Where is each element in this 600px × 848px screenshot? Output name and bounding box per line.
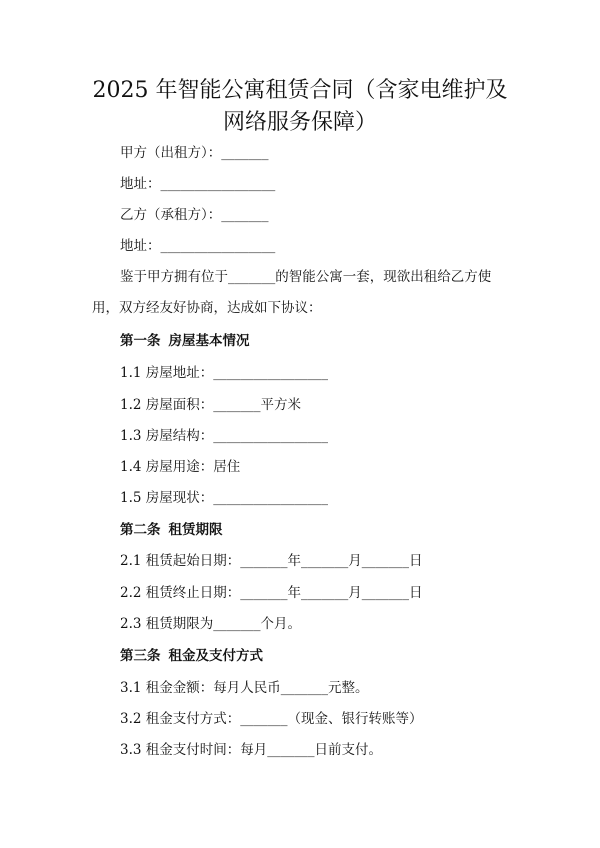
lessor-address-line: 地址：_________________ [120, 176, 276, 192]
preamble-line1: 鉴于甲方拥有位于_______的智能公寓一套，现欲出租给乙方使 [120, 269, 492, 285]
clause-1-3: 1.3 房屋结构：_________________ [120, 428, 329, 444]
clause-3-1: 3.1 租金金额：每月人民币_______元整。 [120, 680, 369, 696]
clause-1-1: 1.1 房屋地址：_________________ [120, 365, 329, 381]
article3-number: 第三条 [120, 648, 161, 664]
lessee-line: 乙方（承租方）：_______ [120, 207, 269, 223]
clause-3-3: 3.3 租金支付时间：每月_______日前支付。 [120, 742, 383, 758]
clause-1-4: 1.4 房屋用途：居住 [120, 459, 241, 475]
article2-heading [120, 520, 223, 540]
contract-title-line1: 2025 年智能公寓租赁合同（含家电维护及 [92, 78, 508, 103]
clause-1-2: 1.2 房屋面积：_______平方米 [120, 397, 302, 413]
article1-title: 房屋基本情况 [168, 333, 250, 349]
clause-1-5: 1.5 房屋现状：_________________ [120, 490, 329, 506]
lessee-address-line: 地址：_________________ [120, 238, 276, 254]
article3-heading [120, 646, 263, 666]
article1-number: 第一条 [120, 333, 161, 349]
article2-title: 租赁期限 [168, 522, 223, 538]
article2-number: 第二条 [120, 522, 161, 538]
article3-title: 租金及支付方式 [168, 648, 263, 664]
preamble-line2: 用，双方经友好协商，达成如下协议： [92, 300, 322, 316]
clause-2-1: 2.1 租赁起始日期：_______年_______月_______日 [120, 553, 423, 569]
lessor-line: 甲方（出租方）：_______ [120, 145, 269, 161]
article1-heading [120, 331, 250, 351]
clause-3-2: 3.2 租金支付方式：_______（现金、银行转账等） [120, 711, 423, 727]
clause-2-2: 2.2 租赁终止日期：_______年_______月_______日 [120, 585, 423, 601]
clause-2-3: 2.3 租赁期限为_______个月。 [120, 616, 302, 632]
contract-title-line2: 网络服务保障） [222, 110, 377, 135]
